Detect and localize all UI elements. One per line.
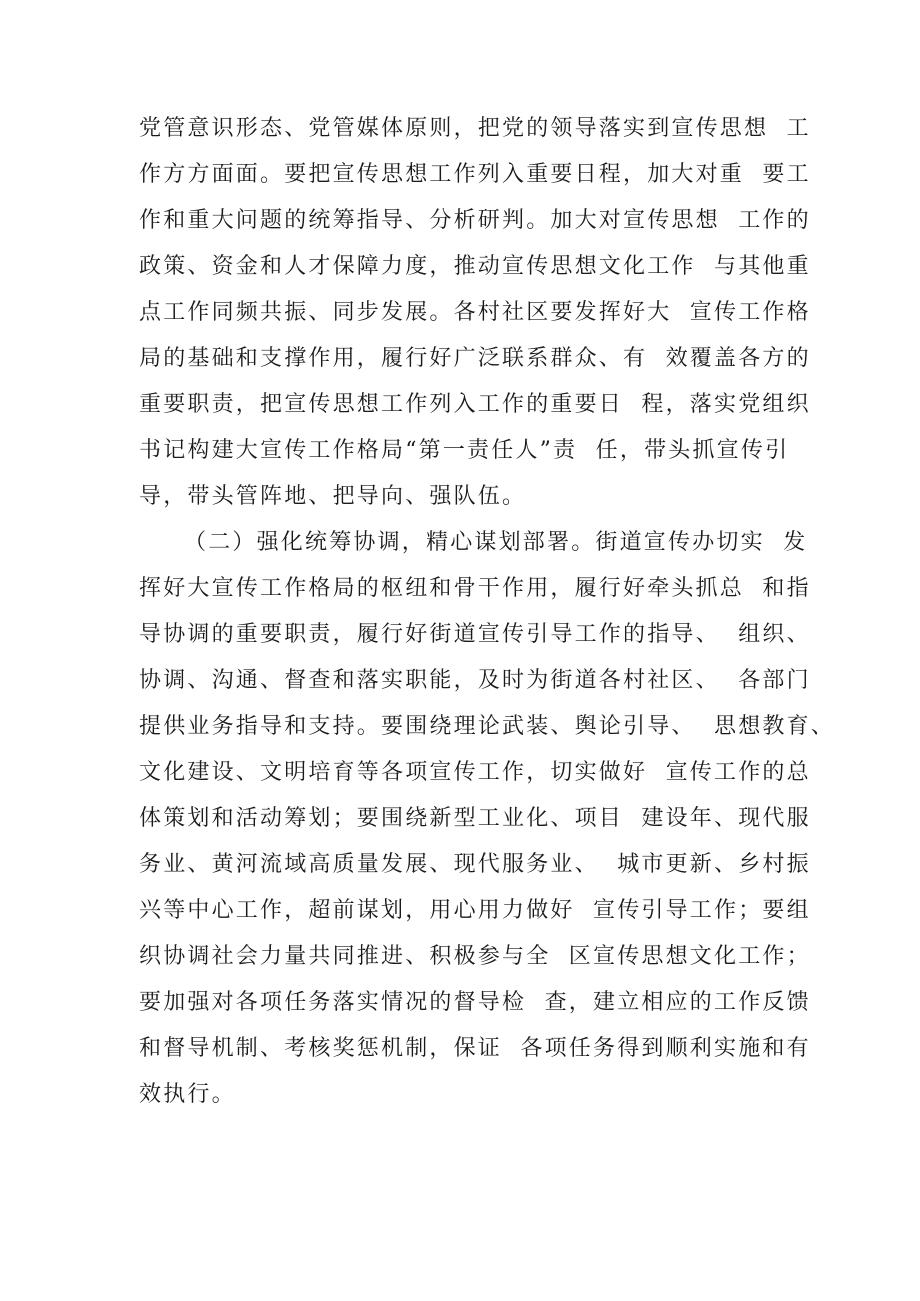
text-line: 导协调的重要职责，履行好街道宣传引导工作的指导、 组织、: [139, 622, 811, 647]
text-line: 体策划和活动筹划；要围绕新型工业化、项目 建设年、现代服: [139, 806, 811, 831]
text-line: 提供业务指导和支持。要围绕理论武装、舆论引导、 思想教育、: [139, 714, 835, 739]
section-heading-line: （二）强化统筹协调，精心谋划部署。街道宣传办切实 发: [184, 530, 808, 555]
text-line: 要加强对各项任务落实情况的督导检 查，建立相应的工作反馈: [139, 990, 811, 1015]
text-line: 导，带头管阵地、把导向、强队伍。: [139, 484, 527, 509]
text-line: 文化建设、文明培育等各项宣传工作，切实做好 宣传工作的总: [139, 760, 811, 785]
text-line: 党管意识形态、党管媒体原则，把党的领导落实到宣传思想 工: [139, 116, 811, 141]
text-line: 协调、沟通、督查和落实职能，及时为街道各村社区、 各部门: [139, 668, 811, 693]
text-line: 局的基础和支撑作用，履行好广泛联系群众、有 效覆盖各方的: [139, 346, 811, 371]
text-line: 书记构建大宣传工作格局“第一责任人”责 任，带头抓宣传引: [139, 438, 790, 463]
text-line: 政策、资金和人才保障力度，推动宣传思想文化工作 与其他重: [139, 254, 811, 279]
text-line: 效执行。: [139, 1082, 236, 1107]
body-text: [139, 106, 835, 1118]
text-line: 挥好大宣传工作格局的枢纽和骨干作用，履行好牵头抓总 和指: [139, 576, 811, 601]
text-line: 务业、黄河流域高质量发展、现代服务业、 城市更新、乡村振: [139, 852, 811, 877]
text-line: 和督导机制、考核奖惩机制，保证 各项任务得到顺利实施和有: [139, 1036, 811, 1061]
text-line: 重要职责，把宣传思想工作列入工作的重要日 程，落实党组织: [139, 392, 811, 417]
text-line: 兴等中心工作，超前谋划，用心用力做好 宣传引导工作；要组: [139, 898, 811, 923]
text-line: 点工作同频共振、同步发展。各村社区要发挥好大 宣传工作格: [139, 300, 811, 325]
text-line: 作和重大问题的统筹指导、分析研判。加大对宣传思想 工作的: [139, 208, 811, 233]
text-line: 织协调社会力量共同推进、积极参与全 区宣传思想文化工作；: [139, 944, 811, 969]
text-line: 作方方面面。要把宣传思想工作列入重要日程，加大对重 要工: [139, 162, 811, 187]
